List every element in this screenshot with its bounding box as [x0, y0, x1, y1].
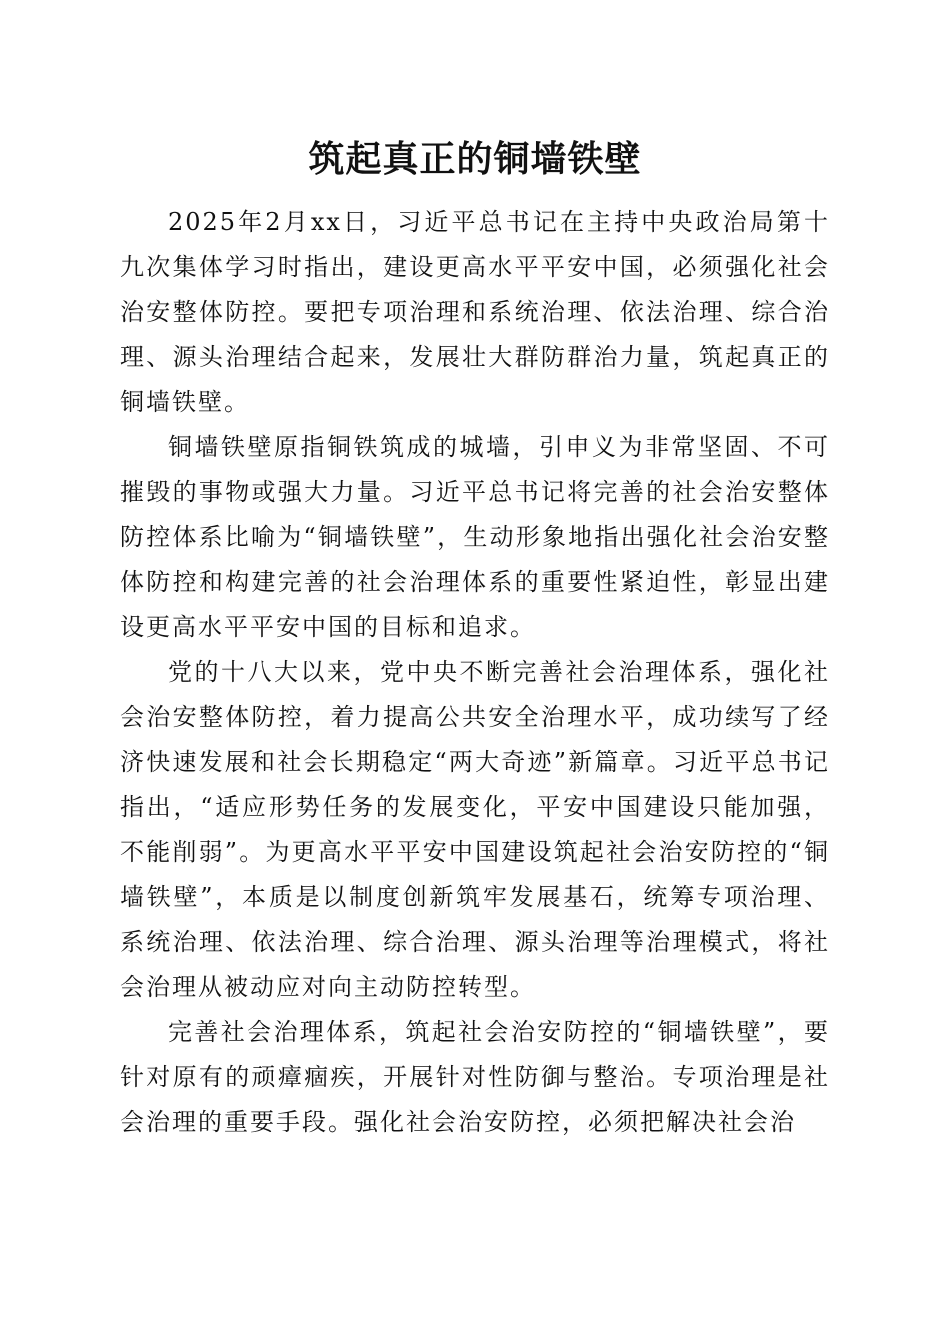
paragraph-3: 党的十八大以来，党中央不断完善社会治理体系，强化社会治安整体防控，着力提高公共安全治理水平，成功续写了经济快速发展和社会长期稳定“两大奇迹”新篇章。习近平总书记指出，“适应形势任务的发展变化，平安中国建设只能加强，不能削弱”。为更高水平平安中国建设筑起社会治安防控的“铜墙铁壁”，本质是以制度创新筑牢发展基石，统筹专项治理、系统治理、依法治理、综合治理、源头治理等治理模式，将社会治理从被动应对向主动防控转型。	[120, 658, 830, 1001]
document-body	[120, 200, 830, 1145]
document-title: 筑起真正的铜墙铁壁	[308, 138, 642, 180]
paragraph-1: 2025年2月xx日，习近平总书记在主持中央政治局第十九次集体学习时指出，建设更高水平平安中国，必须强化社会治安整体防控。要把专项治理和系统治理、依法治理、综合治理、源头治理结合起来，发展壮大群防群治力量，筑起真正的铜墙铁壁。	[120, 208, 830, 416]
paragraph-4: 完善社会治理体系，筑起社会治安防控的“铜墙铁壁”，要针对原有的顽瘴痼疾，开展针对性防御与整治。专项治理是社会治理的重要手段。强化社会治安防控，必须把解决社会治	[120, 1018, 830, 1136]
paragraph-2: 铜墙铁壁原指铜铁筑成的城墙，引申义为非常坚固、不可摧毁的事物或强大力量。习近平总书记将完善的社会治安整体防控体系比喻为“铜墙铁壁”，生动形象地指出强化社会治安整体防控和构建完善的社会治理体系的重要性紧迫性，彰显出建设更高水平平安中国的目标和追求。	[120, 433, 830, 641]
